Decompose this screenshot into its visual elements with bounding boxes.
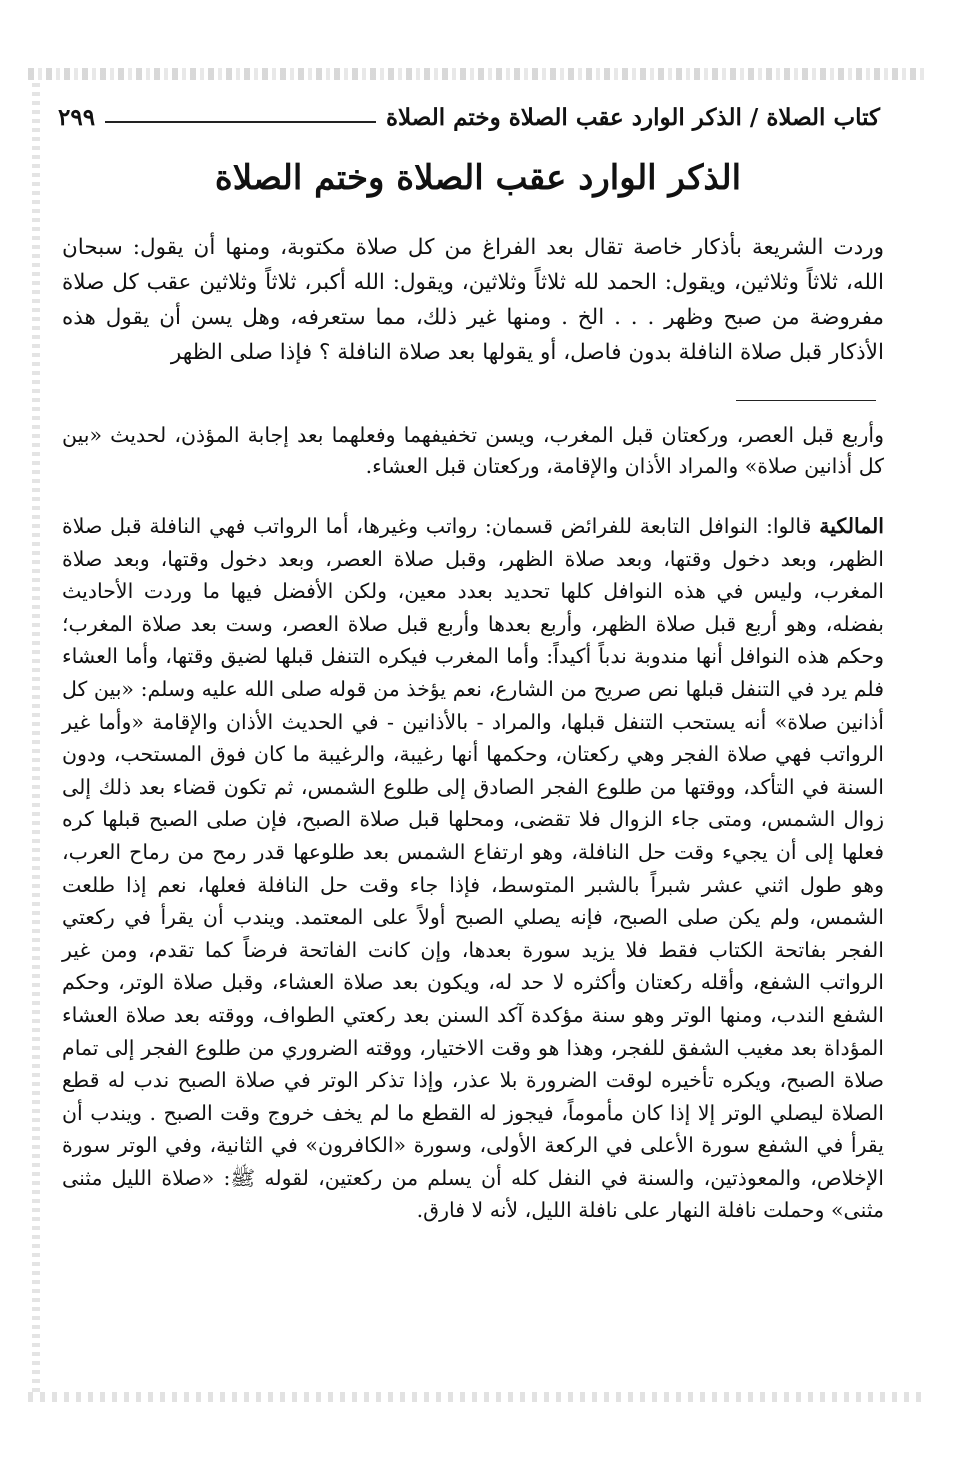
intro-paragraph: وردت الشريعة بأذكار خاصة تقال بعد الفراغ من كل صلاة مكتوبة، ومنها أن يقول: سبحان الله، ثلاثاً وثلاثين، ويقول: الحمد لله ثلاثاً وثلاثين، ويقول: الله أكبر، ثلاثاً وثلاثين عقب كل صلاة مفروضة من صبح وظهر . . . الخ . ومنها غير ذلك، مما ستعرفه، وهل يسن أن يقول هذه الأذكار قبل صلاة النافلة بدون فاصل، أو يقولها بعد صلاة النافلة ؟ فإذا صلى الظهر: [62, 235, 884, 365]
maliki-lead-word: المالكية: [819, 514, 884, 538]
header-rule: [105, 121, 376, 123]
page-top-ornament: [28, 68, 928, 80]
footnote-continuation-paragraph: وأربع قبل العصر، وركعتان قبل المغرب، ويسن تخفيفهما وفعلهما بعد إجابة المؤذن، لحديث «بين كل أذانين صلاة» والمراد الأذان والإقامة، وركعتان قبل العشاء.: [62, 423, 884, 478]
footnote-divider: [736, 400, 876, 401]
page-side-ornament: [32, 80, 40, 1392]
running-header-title: كتاب الصلاة / الذكر الوارد عقب الصلاة وختم الصلاة: [385, 103, 880, 131]
running-header: [58, 100, 880, 134]
chapter-heading: الذكر الوارد عقب الصلاة وختم الصلاة: [214, 158, 742, 198]
maliki-footnote-paragraph: [62, 510, 884, 1227]
maliki-footnote-text: قالوا: النوافل التابعة للفرائض قسمان: رواتب وغيرها، أما الرواتب فهي النافلة قبل صلاة الظهر، وبعد دخول وقتها، وبعد صلاة الظهر، وقبل صلاة العصر، وبعد دخول وقتها، وبعد صلاة المغرب، وليس في هذه النوافل كلها تحديد بعدد معين، ولكن الأفضل فيها ما وردت الأحاديث بفضله، وهو أربع قبل صلاة الظهر، وأربع بعدها وأربع قبل صلاة العصر، وست بعد صلاة المغرب؛ وحكم هذه النوافل أنها مندوبة ندباً أكيداً: وأما المغرب فيكره التنفل قبلها لضيق وقتها، وأما العشاء فلم يرد في التنفل قبلها نص صريح من الشارع، نعم يؤخذ من قوله صلى الله عليه وسلم: «بين كل أذانين صلاة» أنه يستحب التنفل قبلها، والمراد - بالأذانين - في الحديث الأذان والإقامة «وأما غير الرواتب فهي صلاة الفجر وهي ركعتان، وحكمها أنها رغيبة، والرغيبة ما كان فوق المستحب، ودون السنة في التأكد، ووقتها من طلوع الفجر الصادق إلى طلوع الشمس، ثم تكون قضاء بعد ذلك إلى زوال الشمس، ومتى جاء الزوال فلا تقضى، ومحلها قبل صلاة الصبح، فإن صلى الصبح قبلها كره فعلها إلى أن يجيء وقت حل النافلة، وهو ارتفاع الشمس بعد طلوعها قدر رمح من رماح العرب، وهو طول اثني عشر شبراً بالشبر المتوسط، فإذا جاء وقت حل النافلة فعلها، نعم إذا طلعت الشمس، ولم يكن صلى الصبح، فإنه يصلي الصبح أولاً على المعتمد. ويندب أن يقرأ في ركعتي الفجر بفاتحة الكتاب فقط فلا يزيد سورة بعدها، وإن كانت الفاتحة فرضاً كما تقدم، ومن غير الرواتب الشفع، وأقله ركعتان وأكثره لا حد له، ويكون بعد صلاة العشاء، وقبل صلاة الوتر، وحكم الشفع الندب، ومنها الوتر وهو سنة مؤكدة آكد السنن بعد ركعتي الطواف، ووقته بعد صلاة العشاء المؤداة بعد مغيب الشفق للفجر، وهذا هو وقت الاختيار، ووقته الضروري من طلوع الفجر إلى تمام صلاة الصبح، ويكره تأخيره لوقت الضرورة بلا عذر، وإذا تذكر الوتر في صلاة الصبح ندب له قطع الصلاة ليصلي الوتر إلا إذا كان مأموماً، فيجوز له القطع ما لم يخف خروج وقت الصبح . ويندب أن يقرأ في الشفع سورة الأعلى في الركعة الأولى، وسورة «الكافرون» في الثانية، وفي الوتر سورة الإخلاص، والمعوذتين، والسنة في النفل كله أن يسلم من ركعتين، لقوله ﷺ: «صلاة الليل مثنى مثنى» وحملت نافلة النهار على نافلة الليل، لأنه لا فارق.: [62, 514, 884, 1223]
page-bottom-ornament: [28, 1392, 928, 1402]
page-number: ٢٩٩: [58, 103, 96, 131]
